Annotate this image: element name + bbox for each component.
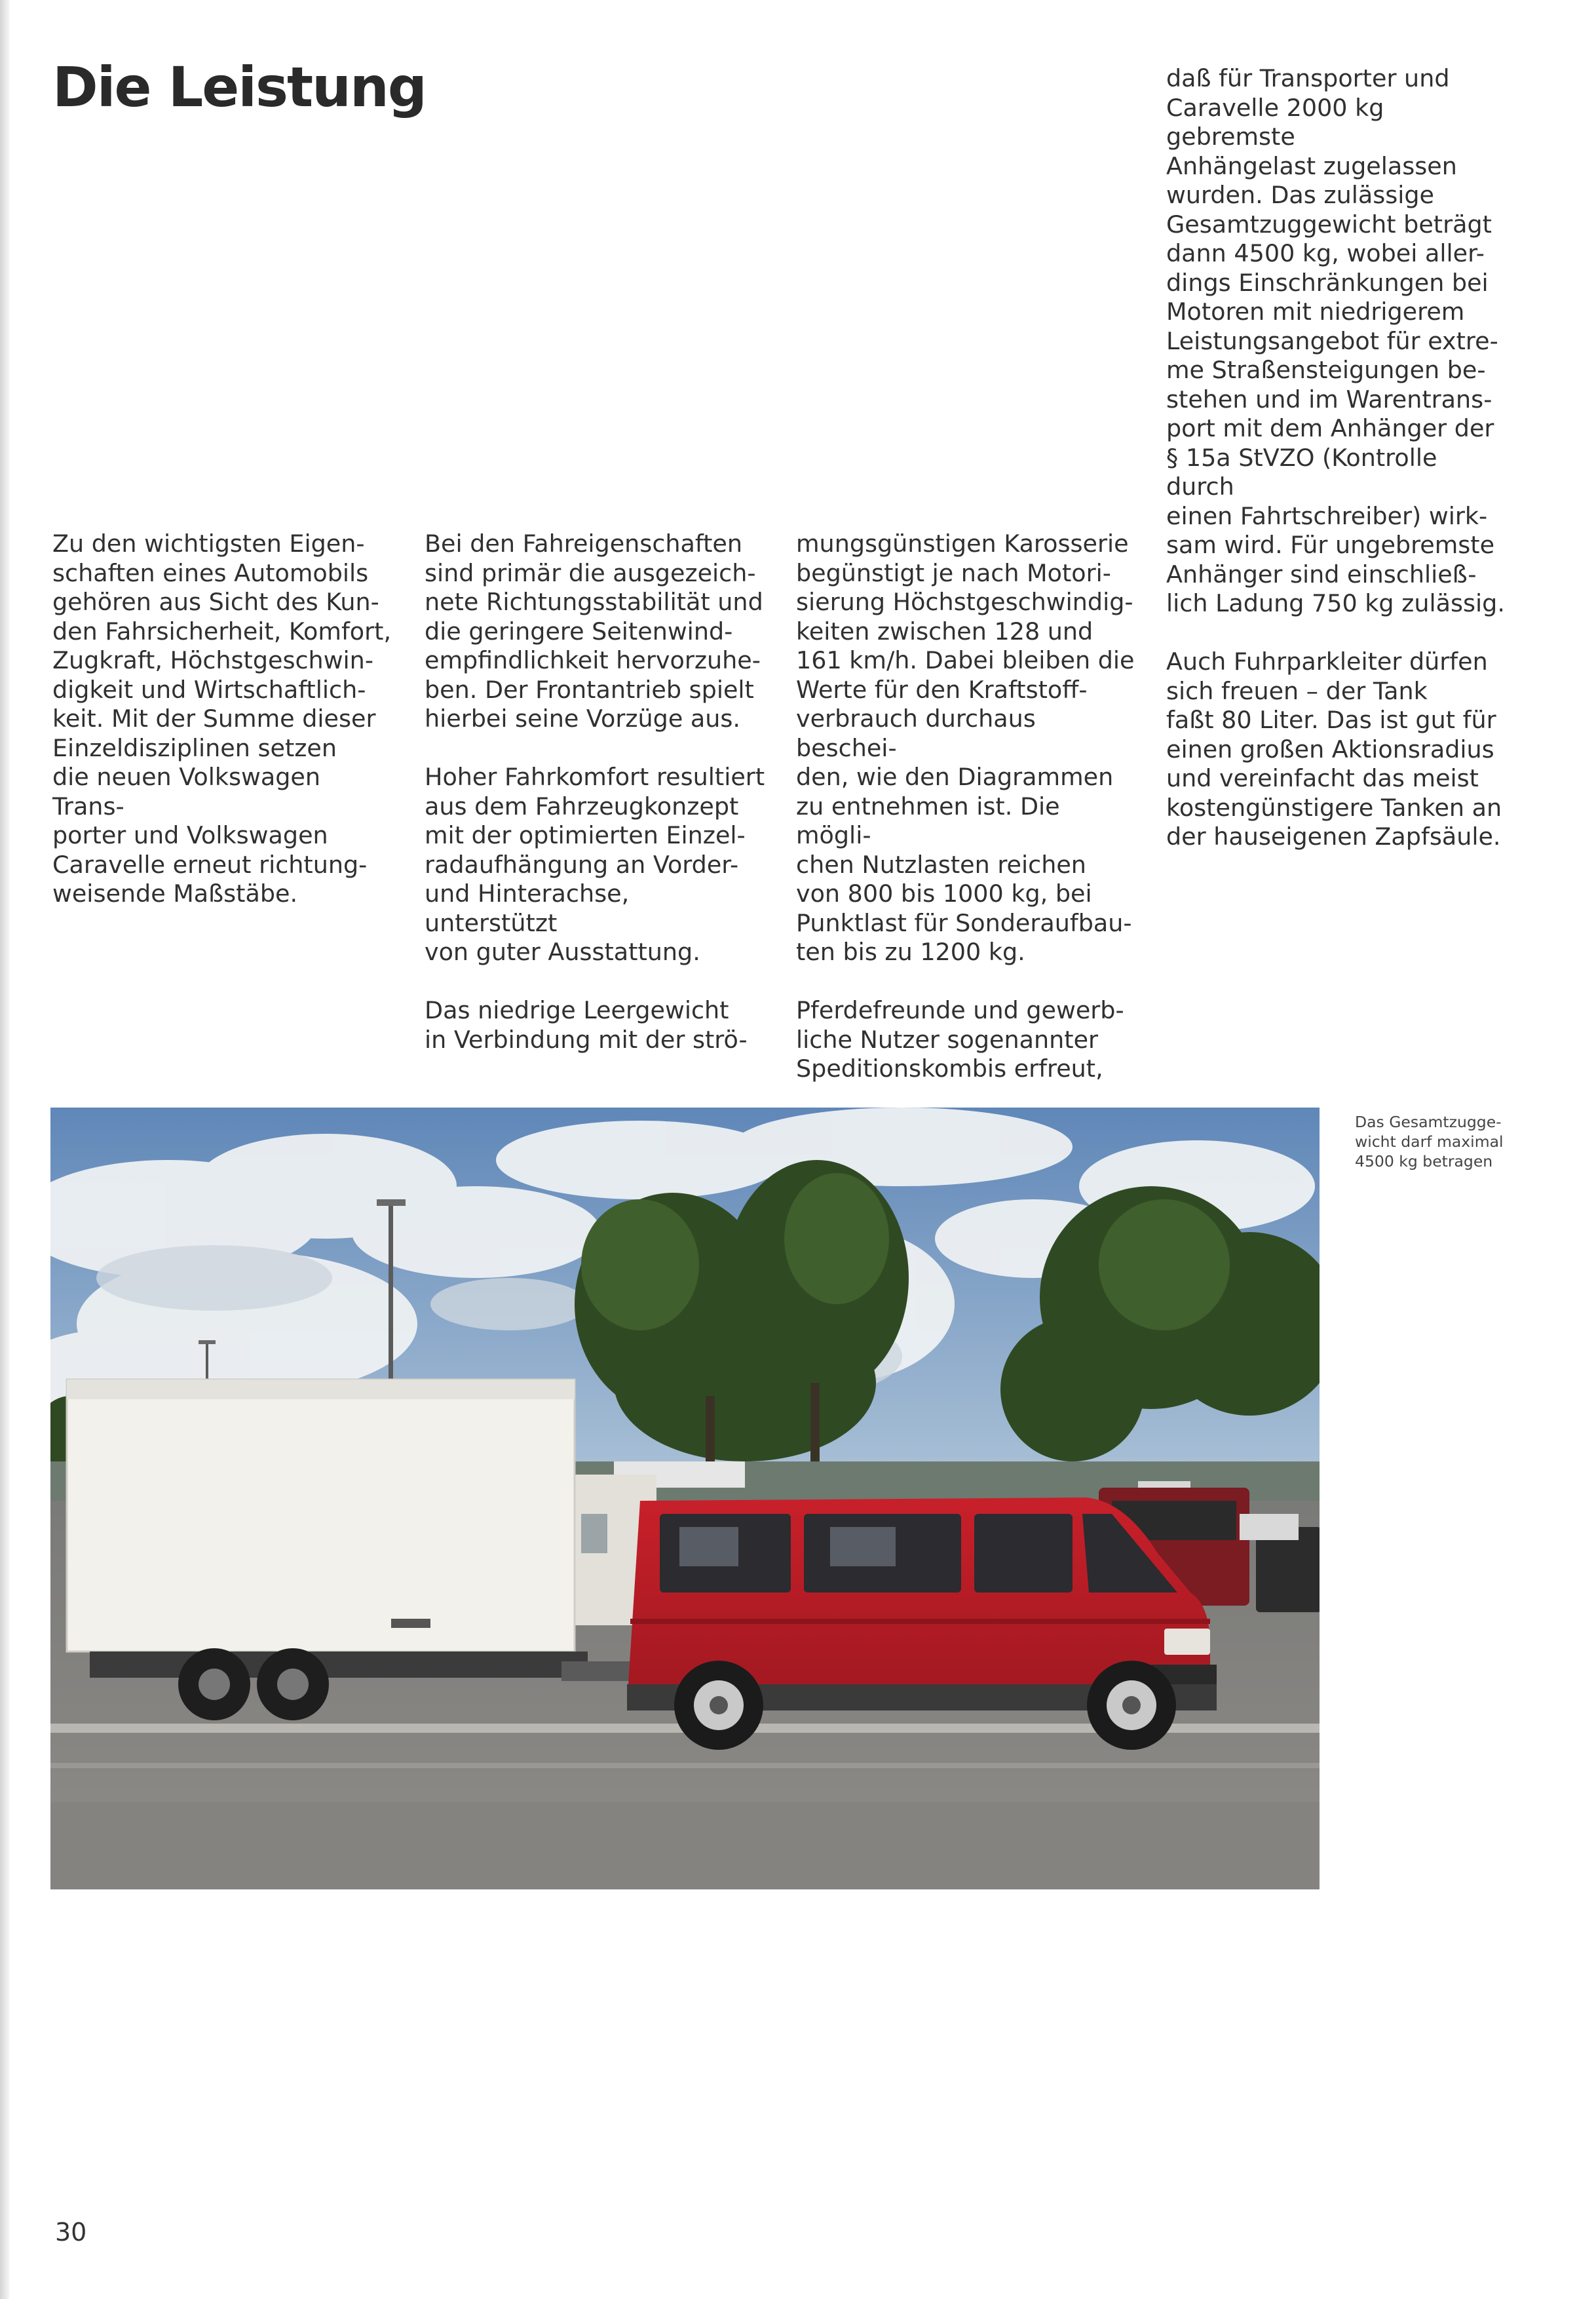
paragraph: Bei den Fahreigenschaften sind primär die ausgezeich- nete Richtungsstabilität und die geringere Seitenwind- empfindlichkeit hervorzuhe- ben. Der Frontantrieb spielt hierbei seine Vorzüge aus. — [425, 530, 763, 733]
paragraph: daß für Transporter und Caravelle 2000 kg gebremste Anhängelast zugelassen wurden. Das zulässige Gesamtzuggewicht beträgt dann 4500 kg, wobei aller- dings Einschränkungen bei Motoren mit niedrigerem Leistungsangebot für extre- me Straßensteigungen be- stehen und im Warentrans- port mit dem Anhänger der § 15a StVZO (Kontrolle durch einen Fahrtschreiber) wirk- sam wird. Für ungebremste Anhänger sind einschließ- lich Ladung 750 kg zulässig. — [1166, 64, 1505, 617]
page-spine-shadow — [0, 0, 9, 2299]
page-title: Die Leistung — [52, 55, 426, 119]
text-column-1 — [52, 530, 393, 909]
paragraph: Auch Fuhrparkleiter dürfen sich freuen – der Tank faßt 80 Liter. Das ist gut für einen großen Aktionsradius und vereinfacht das meist kostengünstigere Tanken an der hauseigenen Zapfsäule. — [1166, 647, 1502, 851]
paragraph: Pferdefreunde und gewerb- liche Nutzer sogenannter Speditionskombis erfreut, — [796, 996, 1124, 1083]
text-column-3 — [796, 530, 1137, 1084]
paragraph: Das niedrige Leergewicht in Verbindung mit der strö- — [425, 996, 748, 1054]
paragraph: Zu den wichtigsten Eigen- schaften eines Automobils gehören aus Sicht des Kun- den Fahrsicherheit, Komfort, Zugkraft, Höchstgeschwin- digkeit und Wirtschaftlich- keit. Mit der Summe dieser Einzeldisziplinen setzen die neuen Volkswagen Trans- porter und Volkswagen Caravelle erneut richtung- weisende Maßstäbe. — [52, 530, 392, 908]
paragraph: mungsgünstigen Karosserie begünstigt je nach Motori- sierung Höchstgeschwindig- keiten zwischen 128 und 161 km/h. Dabei bleiben die Werte für den Kraftstoff- verbrauch durchaus beschei- den, wie den Diagrammen zu entnehmen ist. Die mögli- chen Nutzlasten reichen von 800 bis 1000 kg, bei Punktlast für Sonderaufbau- ten bis zu 1200 kg. — [796, 530, 1135, 966]
text-column-2 — [425, 530, 765, 1054]
page-number: 30 — [55, 2218, 87, 2247]
paragraph: Hoher Fahrkomfort resultiert aus dem Fahrzeugkonzept mit der optimierten Einzel- radaufhängung an Vorder- und Hinterachse, unterstützt von guter Ausstattung. — [425, 763, 765, 966]
text-column-4 — [1166, 64, 1507, 852]
photo-caption: Das Gesamtzugge- wicht darf maximal 4500 kg betragen — [1355, 1113, 1504, 1170]
photo-van-with-trailer — [50, 1108, 1320, 1889]
